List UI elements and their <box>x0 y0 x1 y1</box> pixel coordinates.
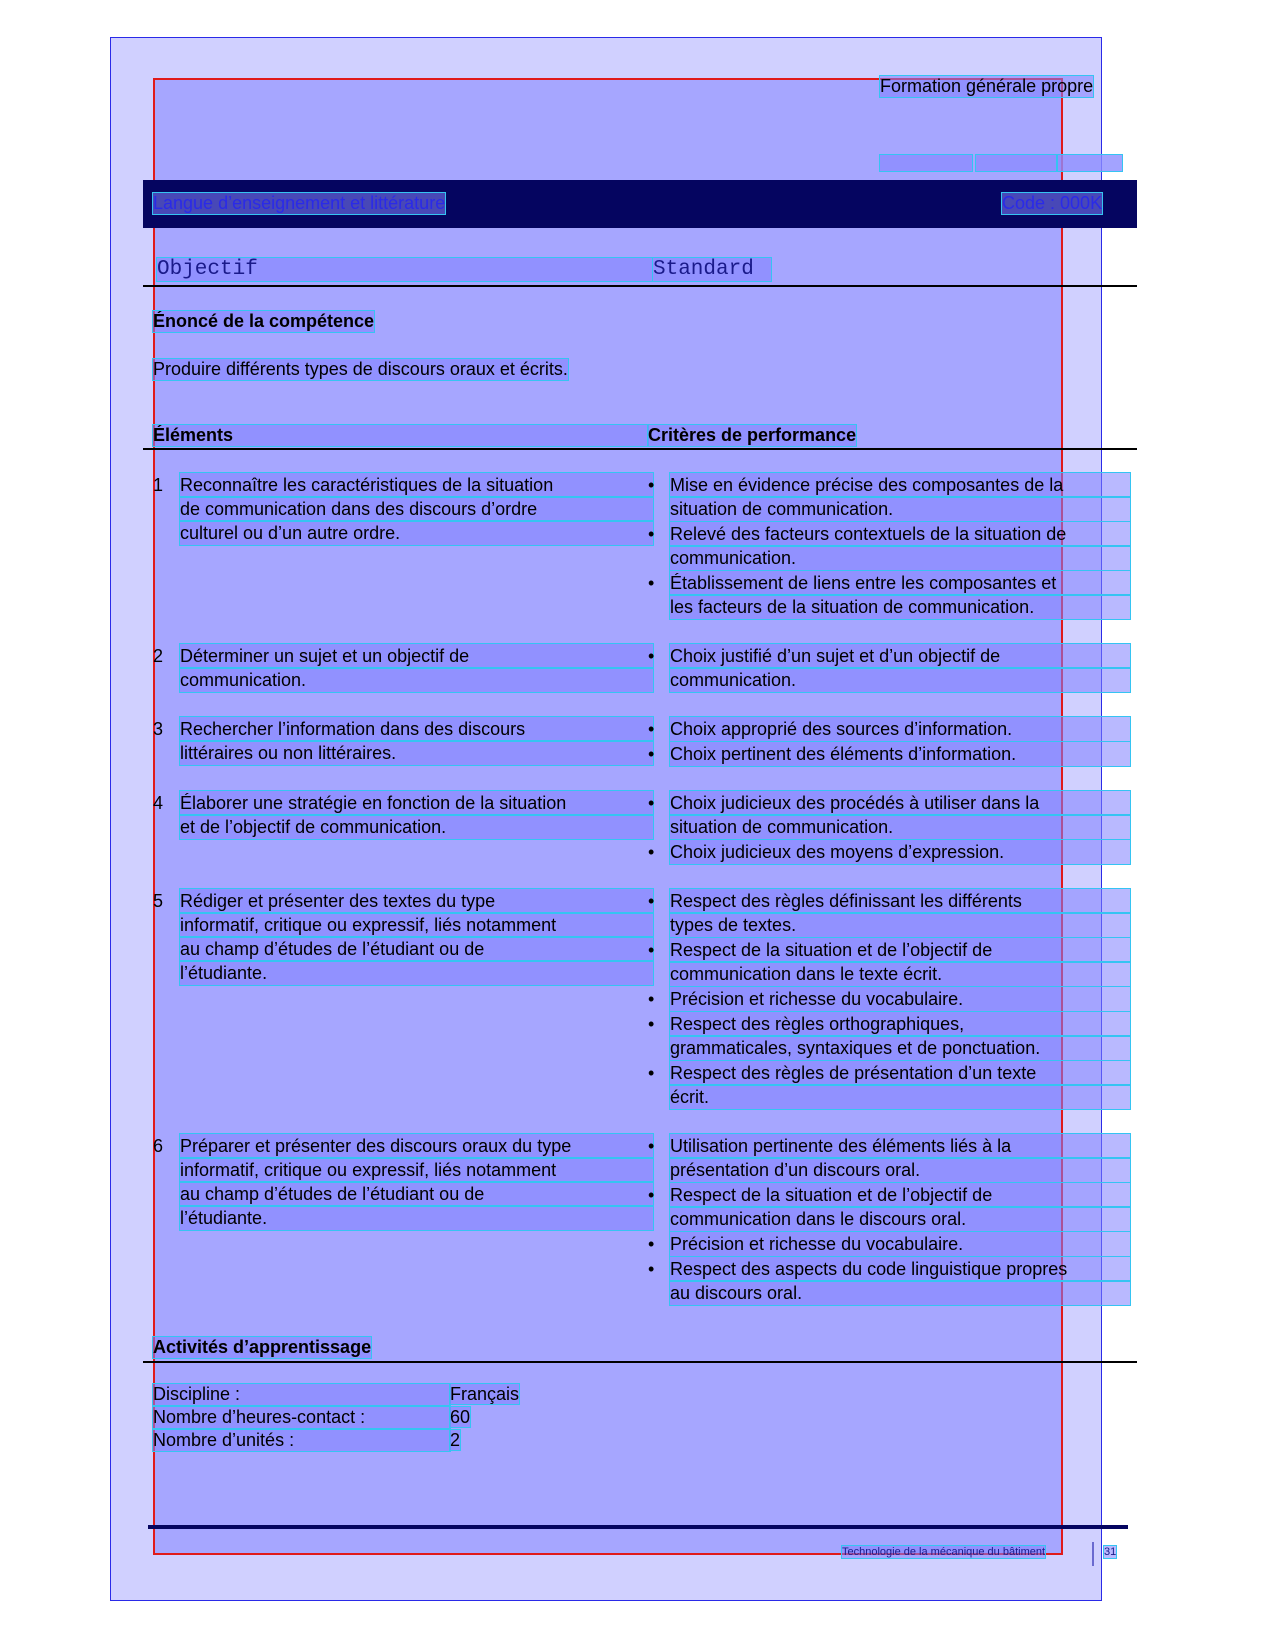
element-1 <box>153 473 653 545</box>
element-number: 2 <box>153 646 164 666</box>
course-code: Code : 000K <box>1002 193 1103 213</box>
bullet-icon: • <box>648 1063 655 1083</box>
criterion-line: Respect des aspects du code linguistique propres <box>670 1257 1130 1281</box>
criterion-line: communication. <box>670 546 1130 570</box>
element-number: 4 <box>153 793 164 813</box>
element-line: culturel ou d’un autre ordre. <box>180 521 653 545</box>
criteria-group-4 <box>648 791 1130 865</box>
section-rule-3 <box>143 1361 1137 1363</box>
element-line: l’étudiante. <box>180 961 653 985</box>
info-row-discipline <box>153 1384 519 1405</box>
criteria-group-2 <box>648 644 1130 693</box>
section-rule-2 <box>143 448 1137 450</box>
element-number: 5 <box>153 891 164 911</box>
info-value: 2 <box>450 1430 461 1450</box>
criterion-line: présentation d’un discours oral. <box>670 1158 1130 1182</box>
page-number: 31 <box>1104 1546 1117 1558</box>
bullet-icon: • <box>648 891 655 911</box>
info-label: Nombre d’unités : <box>153 1430 450 1451</box>
element-line: au champ d’études de l’étudiant ou de <box>180 937 653 961</box>
criterion-line: Relevé des facteurs contextuels de la situation de <box>670 522 1130 546</box>
criterion <box>648 1232 1130 1256</box>
element-line: Déterminer un sujet et un objectif de <box>180 644 653 668</box>
criterion-line: situation de communication. <box>670 497 1130 521</box>
element-line: l’étudiante. <box>180 1206 653 1230</box>
criterion-line: Respect des règles définissant les différents <box>670 889 1130 913</box>
info-row-hours <box>153 1407 470 1428</box>
footer-title: Technologie de la mécanique du bâtiment <box>842 1546 1046 1558</box>
element-2 <box>153 644 653 692</box>
bullet-icon: • <box>648 842 655 862</box>
bullet-icon: • <box>648 1136 655 1156</box>
info-row-units <box>153 1430 460 1451</box>
criteria-group-5 <box>648 889 1130 1110</box>
column-standard: Standard <box>653 258 771 281</box>
element-3 <box>153 717 653 765</box>
criterion <box>648 473 1130 521</box>
bullet-icon: • <box>648 793 655 813</box>
bullet-icon: • <box>648 940 655 960</box>
element-line: Préparer et présenter des discours oraux du type <box>180 1134 653 1158</box>
subject-title: Langue d’enseignement et littérature <box>153 193 446 213</box>
competence-heading: Énoncé de la compétence <box>153 311 375 331</box>
criterion <box>648 571 1130 619</box>
element-number: 1 <box>153 475 164 495</box>
criterion <box>648 1257 1130 1305</box>
element-line: au champ d’études de l’étudiant ou de <box>180 1182 653 1206</box>
elements-heading: Éléments <box>153 425 648 446</box>
header-bar-1 <box>880 155 972 171</box>
element-line: et de l’objectif de communication. <box>180 815 653 839</box>
header-bar-2 <box>976 155 1056 171</box>
criterion <box>648 644 1130 692</box>
column-objectif: Objectif <box>157 258 652 281</box>
bullet-icon: • <box>648 719 655 739</box>
info-label: Discipline : <box>153 1384 450 1405</box>
element-line: de communication dans des discours d’ordre <box>180 497 653 521</box>
criterion-line: situation de communication. <box>670 815 1130 839</box>
criterion <box>648 717 1130 741</box>
info-value: 60 <box>450 1407 471 1427</box>
criterion <box>648 791 1130 839</box>
element-line: communication. <box>180 668 653 692</box>
element-line: Rédiger et présenter des textes du type <box>180 889 653 913</box>
bullet-icon: • <box>648 1014 655 1034</box>
bullet-icon: • <box>648 744 655 764</box>
criterion <box>648 938 1130 986</box>
criterion-line: Respect des règles orthographiques, <box>670 1012 1130 1036</box>
criterion-line: Précision et richesse du vocabulaire. <box>670 1232 1130 1256</box>
info-value: Français <box>450 1384 520 1404</box>
criteria-group-3 <box>648 717 1130 767</box>
criterion <box>648 522 1130 570</box>
bullet-icon: • <box>648 524 655 544</box>
criterion-line: les facteurs de la situation de communication. <box>670 595 1130 619</box>
criterion-line: Respect de la situation et de l’objectif de <box>670 938 1130 962</box>
bullet-icon: • <box>648 646 655 666</box>
criterion-line: communication dans le texte écrit. <box>670 962 1130 986</box>
element-line: informatif, critique ou expressif, liés notamment <box>180 1158 653 1182</box>
element-line: informatif, critique ou expressif, liés notamment <box>180 913 653 937</box>
criterion-line: grammaticales, syntaxiques et de ponctuation. <box>670 1036 1130 1060</box>
header-bar-3 <box>1058 155 1122 171</box>
element-4 <box>153 791 653 839</box>
bullet-icon: • <box>648 1185 655 1205</box>
bullet-icon: • <box>648 1259 655 1279</box>
criterion-line: Respect de la situation et de l’objectif de <box>670 1183 1130 1207</box>
competence-statement: Produire différents types de discours oraux et écrits. <box>153 359 568 379</box>
element-line: littéraires ou non littéraires. <box>180 741 653 765</box>
criterion-line: au discours oral. <box>670 1281 1130 1305</box>
footer-separator <box>1092 1542 1094 1566</box>
criterion-line: Utilisation pertinente des éléments liés à la <box>670 1134 1130 1158</box>
element-number: 6 <box>153 1136 164 1156</box>
criteria-group-1 <box>648 473 1130 620</box>
criterion-line: écrit. <box>670 1085 1130 1109</box>
bullet-icon: • <box>648 1234 655 1254</box>
criterion-line: types de textes. <box>670 913 1130 937</box>
criteria-heading: Critères de performance <box>648 425 857 445</box>
criteria-group-6 <box>648 1134 1130 1306</box>
element-6 <box>153 1134 653 1230</box>
criterion-line: Mise en évidence précise des composantes de la <box>670 473 1130 497</box>
element-number: 3 <box>153 719 164 739</box>
program-title: Formation générale propre <box>880 76 1094 96</box>
criterion-line: Précision et richesse du vocabulaire. <box>670 987 1130 1011</box>
criterion <box>648 840 1130 864</box>
criterion <box>648 889 1130 937</box>
footer-rule <box>148 1525 1128 1529</box>
criterion-line: Choix pertinent des éléments d’information. <box>670 742 1130 766</box>
criterion-line: Choix judicieux des procédés à utiliser dans la <box>670 791 1130 815</box>
element-5 <box>153 889 653 985</box>
criterion <box>648 1134 1130 1182</box>
criterion-line: Établissement de liens entre les composantes et <box>670 571 1130 595</box>
section-rule-1 <box>143 285 1137 287</box>
criterion <box>648 1183 1130 1231</box>
criterion-line: Respect des règles de présentation d’un texte <box>670 1061 1130 1085</box>
criterion-line: Choix judicieux des moyens d’expression. <box>670 840 1130 864</box>
criterion <box>648 742 1130 766</box>
bullet-icon: • <box>648 475 655 495</box>
info-label: Nombre d’heures-contact : <box>153 1407 450 1428</box>
criterion-line: communication. <box>670 668 1130 692</box>
criterion <box>648 1012 1130 1060</box>
element-line: Rechercher l’information dans des discours <box>180 717 653 741</box>
activities-heading: Activités d’apprentissage <box>153 1337 372 1357</box>
criterion <box>648 987 1130 1011</box>
element-line: Élaborer une stratégie en fonction de la situation <box>180 791 653 815</box>
element-line: Reconnaître les caractéristiques de la situation <box>180 473 653 497</box>
bullet-icon: • <box>648 573 655 593</box>
criterion-line: communication dans le discours oral. <box>670 1207 1130 1231</box>
criterion-line: Choix justifié d’un sujet et d’un objectif de <box>670 644 1130 668</box>
bullet-icon: • <box>648 989 655 1009</box>
criterion <box>648 1061 1130 1109</box>
criterion-line: Choix approprié des sources d’information. <box>670 717 1130 741</box>
